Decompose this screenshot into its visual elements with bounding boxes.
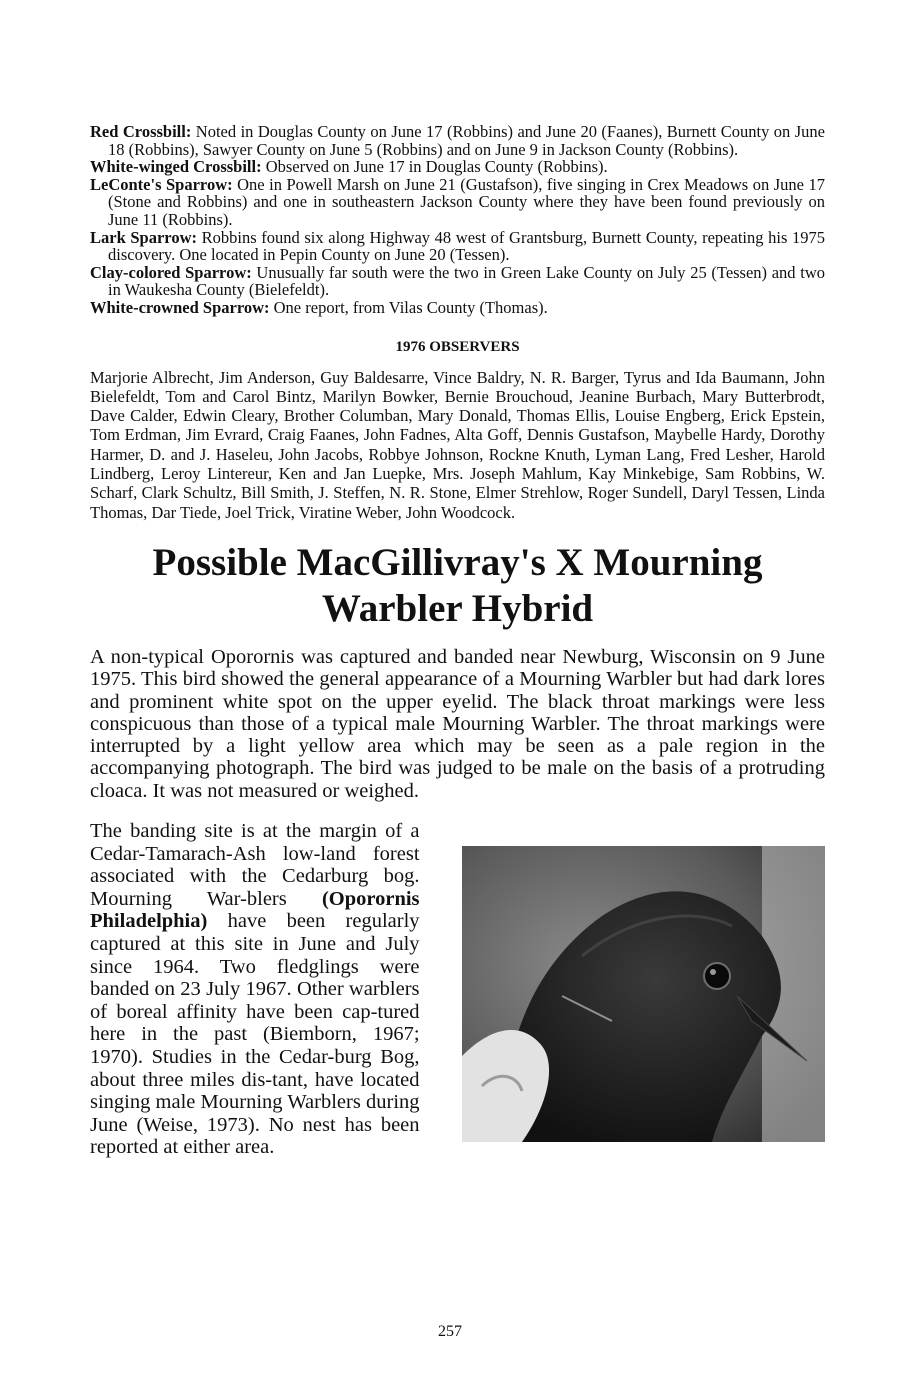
warbler-photo: [462, 846, 825, 1142]
species-entry: [90, 176, 825, 229]
article-title: [90, 540, 825, 632]
species-entry: [90, 299, 825, 317]
species-text: One report, from Vilas County (Thomas).: [269, 297, 548, 317]
species-entry: [90, 264, 825, 299]
species-text: Unusually far south were the two in Green Lake County on July 25 (Tessen) and two in Waukesha County (Bielefeldt).: [108, 262, 825, 300]
banding-site-paragraph: [90, 820, 420, 1159]
species-name: Red Crossbill:: [90, 122, 192, 141]
species-name: White-crowned Sparrow:: [90, 297, 270, 317]
species-name: White-winged Crossbill:: [90, 157, 262, 177]
species-text: Noted in Douglas County on June 17 (Robbins) and June 20 (Faanes), Burnett County on June 18 (Robbins), Sawyer County on June 5 (Robbins) and on June 9 in Jackson County (Robbins).: [108, 122, 825, 159]
species-name: LeConte's Sparrow:: [90, 174, 233, 194]
species-entry: [90, 229, 825, 264]
species-text: Robbins found six along Highway 48 west of Grantsburg, Burnett County, repeating his 1975 discovery. One located in Pepin County on June 20 (Tessen).: [108, 227, 825, 265]
species-entries: [90, 123, 825, 317]
banding-text-part-2: have been regularly captured at this site in June and July since 1964. Two fledglings were banded on 23 July 1967. Other warblers of boreal affinity have been cap-tured here in the past (Biemborn, 1967; 1970). Studies in the Cedar-burg Bog, about three miles dis-tant, have located singing male Mourning Warblers during June (Weise, 1973). No nest has been reported at either area.: [90, 910, 420, 1159]
species-name: Lark Sparrow:: [90, 227, 197, 247]
species-name: Clay-colored Sparrow:: [90, 262, 252, 282]
banding-text-part-1: The banding site is at the margin of a Cedar-Tamarach-Ash low-land forest associated with the Cedarburg bog. Mourning War-blers: [90, 819, 420, 910]
observers-list: Marjorie Albrecht, Jim Anderson, Guy Baldesarre, Vince Baldry, N. R. Barger, Tyrus and Ida Baumann, John Bielefeldt, Tom and Carol Bintz, Marilyn Bowker, Bernie Brouchoud, Jeanine Burbach, Mary Butterbrodt, Dave Calder, Edwin Cleary, Brother Columban, Mary Donald, Thomas Ellis, Louise Engberg, Erick Epstein, Tom Erdman, Jim Evrard, Craig Faanes, John Fadnes, Alta Goff, Dennis Gustafson, Maybelle Hardy, Dorothy Harmer, D. and J. Haseleu, John Jacobs, Robbye Johnson, Rockne Knuth, Lyman Lang, Fred Lesher, Harold Lindberg, Leroy Lintereur, Ken and Jan Luepke, Mrs. Joseph Mahlum, Kay Minkebige, Sam Robbins, W. Scharf, Clark Schultz, Bill Smith, J. Steffen, N. R. Stone, Elmer Strehlow, Roger Sundell, Daryl Tessen, Linda Thomas, Dar Tiede, Joel Trick, Viratine Weber, John Woodcock.: [90, 367, 825, 522]
article-body: [90, 820, 825, 1159]
article-title-line-2: Warbler Hybrid: [321, 586, 594, 630]
species-text: Observed on June 17 in Douglas County (Robbins).: [261, 157, 608, 177]
article-intro-paragraph: A non-typical Oporornis was captured and banded near Newburg, Wisconsin on 9 June 1975. This bird showed the general appearance of a Mourning Warbler but had dark lores and prominent white spot on the upper eyelid. The black throat markings were less conspicuous than those of a typical male Mourning Warbler. The throat markings were interrupted by a light yellow area which may be seen as a pale region in the accompanying photograph. The bird was judged to be male on the basis of a protruding cloaca. It was not measured or weighed.: [90, 645, 825, 802]
warbler-photo-image: [462, 846, 825, 1142]
species-text: One in Powell Marsh on June 21 (Gustafson), five singing in Crex Meadows on June 17 (Stone and Robbins) and one in southeastern Jackson County where they have been found previously on June 11 (Robbins).: [108, 174, 825, 229]
observers-heading: 1976 OBSERVERS: [395, 338, 520, 355]
page-number: 257: [438, 1323, 462, 1340]
article-title-line-1: Possible MacGillivray's X Mourning: [152, 540, 763, 584]
species-entry: [90, 158, 825, 176]
page-content: [90, 123, 825, 1159]
species-scientific-name: (Oporornis Philadelphia): [90, 887, 420, 933]
species-entry: [90, 123, 825, 158]
